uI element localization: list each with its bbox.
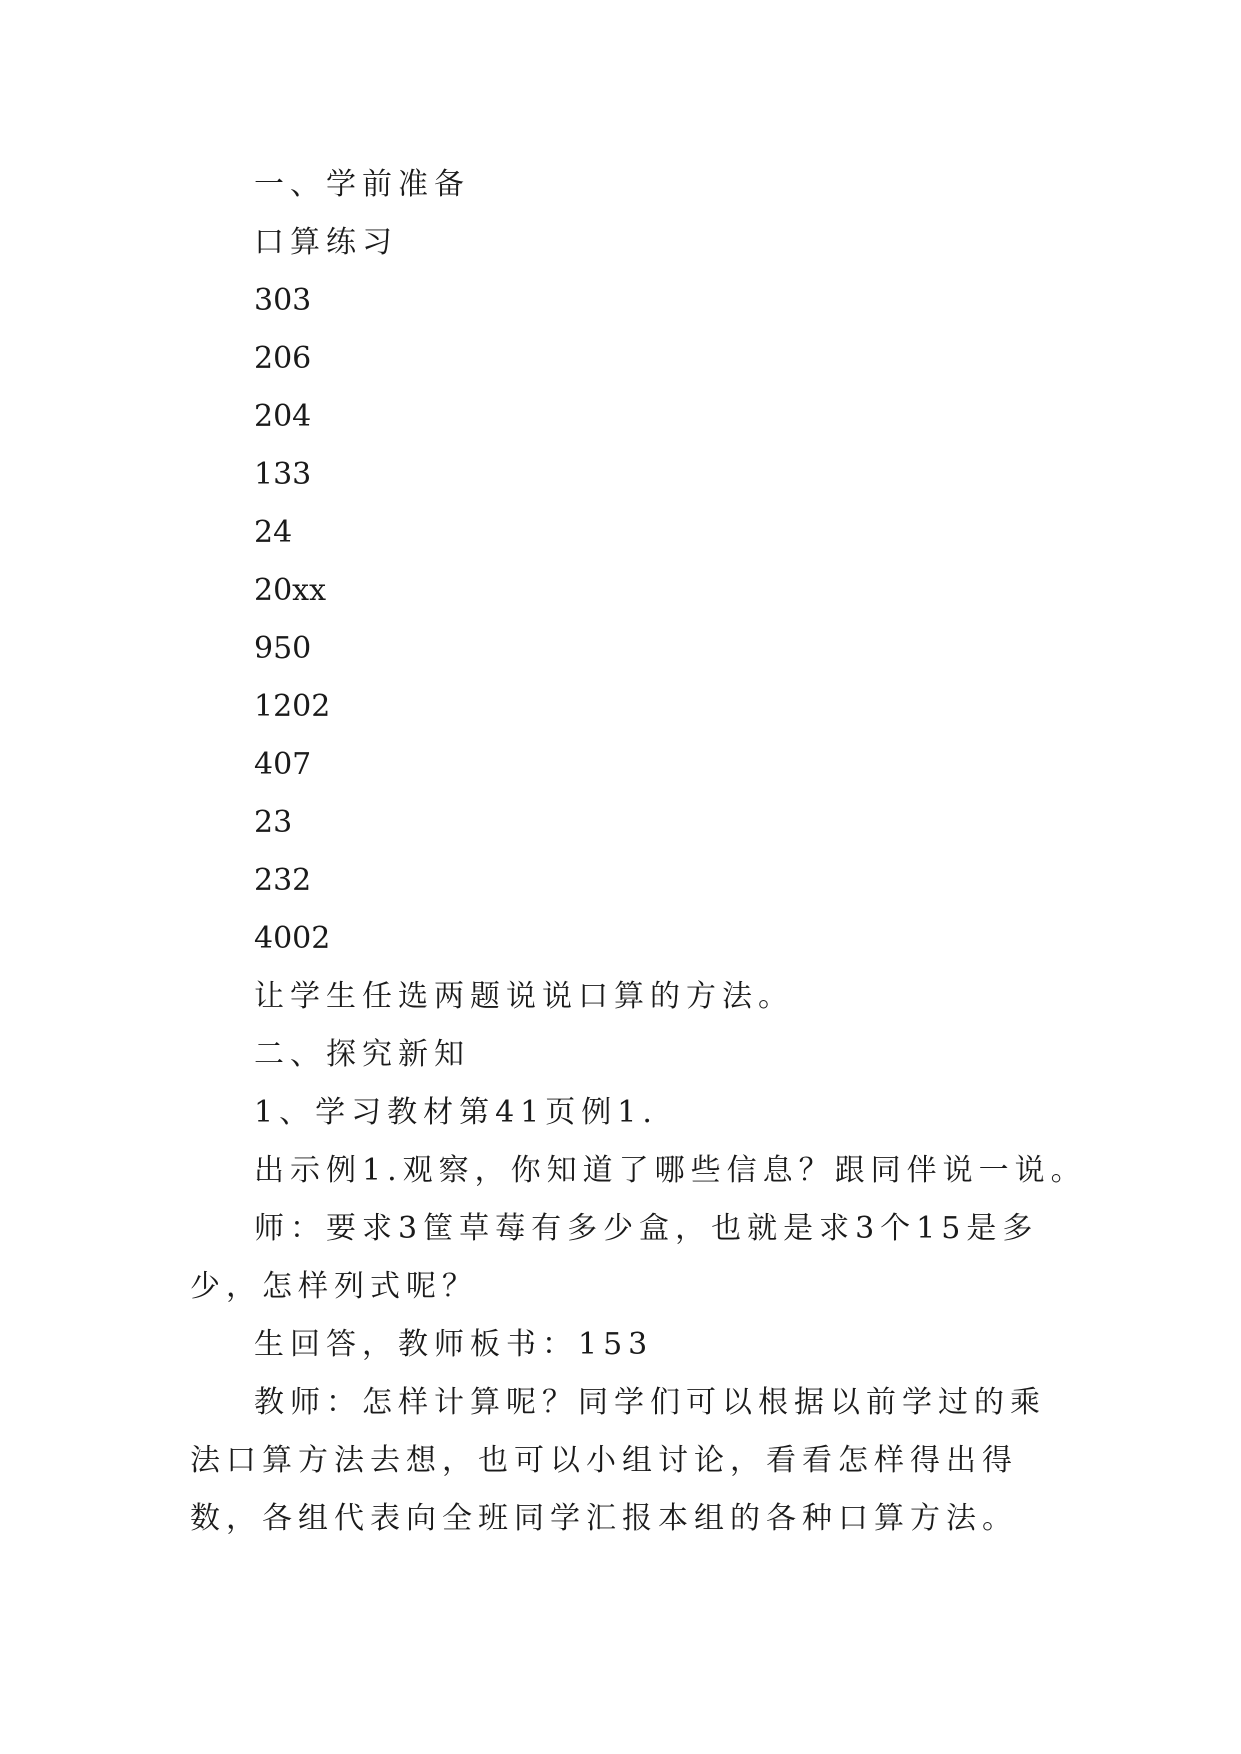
section1-heading: 一、学前准备 bbox=[254, 167, 470, 202]
exercise-item: 133 bbox=[254, 457, 312, 492]
exercise-item: 24 bbox=[254, 515, 293, 550]
subsection-heading: 1、学习教材第41页例1. bbox=[254, 1095, 658, 1130]
exercise-item: 407 bbox=[254, 747, 312, 782]
show-example-text: 出示例1.观察，你知道了哪些信息？跟同伴说一说。 bbox=[254, 1153, 1087, 1188]
oral-practice-label: 口算练习 bbox=[254, 225, 398, 260]
document-body bbox=[190, 156, 1087, 1548]
exercise-item: 23 bbox=[254, 805, 293, 840]
exercise-item: 4002 bbox=[254, 921, 331, 956]
instruction-text: 让学生任选两题说说口算的方法。 bbox=[254, 979, 794, 1014]
teacher-guidance: 教师：怎样计算呢？同学们可以根据以前学过的乘法口算方法去想，也可以小组讨论，看看怎样得出得数，各组代表向全班同学汇报本组的各种口算方法。 bbox=[190, 1385, 1046, 1536]
exercise-item: 206 bbox=[254, 341, 312, 376]
exercise-item: 204 bbox=[254, 399, 312, 434]
exercise-item: 303 bbox=[254, 283, 312, 318]
section2-heading: 二、探究新知 bbox=[254, 1037, 470, 1072]
exercise-item: 232 bbox=[254, 863, 312, 898]
exercise-item: 950 bbox=[254, 631, 312, 666]
exercise-item: 1202 bbox=[254, 689, 331, 724]
student-answer: 生回答，教师板书：153 bbox=[254, 1327, 654, 1362]
exercise-item: 20xx bbox=[254, 573, 327, 608]
teacher-question: 师：要求3筐草莓有多少盒，也就是求3个15是多少，怎样列式呢？ bbox=[190, 1211, 1039, 1304]
